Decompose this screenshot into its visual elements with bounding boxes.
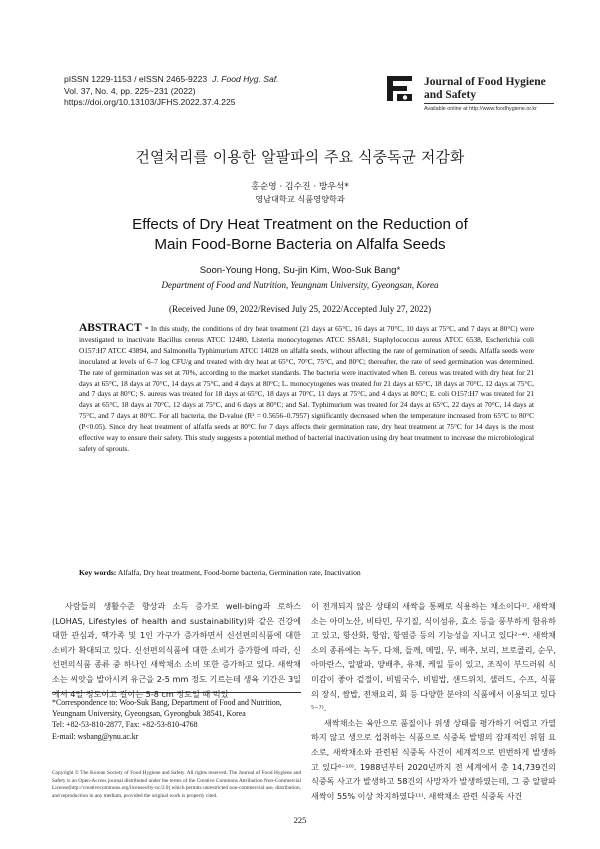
copyright-notice: Copyright © The Korean Society of Food Hygiene and Safety. All rights reserved. The Journal of Food Hygiene and Safety is an Open-Access journal distributed under the terms of the Creative Commons Attribution Non-Commercial License(http://creativecommons.org/licenses/by-nc/3.0) which permits unrestricted non-commercial use, distribution, and reproduction in any medium, provided the original work is properly cited. — [52, 770, 301, 799]
body-right-column — [311, 599, 556, 803]
body-paragraph: 이 전개되지 않은 상태의 새싹을 통째로 식용하는 채소이다¹⁾. 새싹채소는 아미노산, 비타민, 무기질, 식이섬유, 효소 등을 풍부하게 함유하고 있고, 항산화, 항암, 항염증 등의 기능성을 지니고 있다²⁻⁴⁾. 새싹채소의 종류에는 녹두, 다채, 들깨, 메밀, 무, 배추, 보리, 브로콜리, 순무, 아마란스, 알팔파, 양배추, 유채, 케일 등이 있고, 조직이 부드러워 식미감이 좋아 겉절이, 비빔국수, 비빔밥, 샌드위치, 샐러드, 수프, 식품의 장식, 쌈밥, 전채요리, 회 등 다양한 분야의 식품에서 이용되고 있다⁵⁻⁷⁾. — [311, 601, 556, 714]
correspondence-email[interactable]: E-mail: wsbang@ynu.ac.kr — [52, 731, 139, 741]
title-english — [0, 215, 600, 255]
keywords-label: Key words: — [79, 568, 117, 577]
journal-name-line2: and Safety — [424, 89, 477, 101]
issn-line — [64, 74, 279, 86]
body-paragraph: 사람들의 생활수준 향상과 소득 증가로 well-bing과 로하스(LOHAS, Lifestyles of health and sustainability)와 같은 건강에 대한 관심과, 핵가족 및 1인 가구가 증가하면서 신선편의식품에 대한 소비가 확대되고 있다. 신선편의식품에 대한 소비가 증가함에 따라, 신선편의식품 종류 중 하나인 새싹채소 소비 또한 증가하고 있다. 새싹채소는 씨앗을 발아시켜 유근을 2-5 mm 정도 기르는데 생육 기간은 3일에서 4일 정도이고 길이는 5-8 cm 정도일 때 먹있 — [52, 601, 301, 699]
journal-name-line1: Journal of Food Hygiene — [424, 76, 546, 88]
title-korean: 건열처리를 이용한 알팔파의 주요 식중독균 저감화 — [135, 149, 465, 166]
journal-abbrev: J. Food Hyg. Saf. — [212, 74, 279, 84]
affiliation-korean: 영남대학교 식품영양학과 — [255, 194, 345, 204]
journal-citation-header — [64, 74, 279, 109]
title-english-line2: Main Food-Borne Bacteria on Alfalfa Seeds — [154, 236, 446, 253]
abstract-label: ABSTRACT - — [79, 322, 149, 334]
doi-link[interactable]: https://doi.org/10.13103/JFHS.2022.37.4.225 — [64, 97, 236, 107]
authors-korean: 홍순영 · 김수진 · 방우석* — [251, 182, 349, 192]
journal-logo-icon — [383, 72, 416, 105]
issn-text: pISSN 1229-1153 / eISSN 2465-9223 — [64, 74, 208, 84]
title-english-line1: Effects of Dry Heat Treatment on the Reduction of — [132, 216, 468, 233]
journal-divider — [424, 103, 554, 104]
body-left-column — [52, 599, 301, 701]
keywords-text: Alfalfa, Dry heat treatment, Food-borne bacteria, Germination rate, Inactivation — [117, 568, 361, 577]
body-paragraph: 새싹채소는 육안으로 품질이나 위생 상태를 평가하기 어렵고 가열하지 않고 생으로 섭취하는 식품으로 식중독 발병의 잠재적인 위험 요소로, 새싹채소와 관련된 식중독 사건이 세계적으로 빈번하게 발생하고 있다⁸⁻¹⁰⁾. 1988년부터 2020년까지 전 세계에서 총 14,739건의 식중독 사고가 발생하고 58건의 사망자가 발생하였는데, 그 중 알팔파 새싹이 55% 이상 차지하였다¹¹⁾. 새싹채소 관련 식중독 사건 — [311, 717, 556, 801]
correspondence-address: *Correspondence to: Woo-Suk Bang, Department of Food and Nutrition, Yeungnam University, Gyeongsan, Gyeongbuk 38541, Korea — [52, 698, 282, 719]
affiliation-english: Department of Food and Nutrition, Yeungnam University, Gyeongsan, Korea — [161, 280, 439, 290]
keywords — [79, 568, 534, 577]
correspondence-phone: Tel: +82-53-810-2877, Fax: +82-53-810-4768 — [52, 720, 198, 730]
abstract-text: In this study, the conditions of dry heat treatment (21 days at 65°C, 16 days at 70°C, 10 days at 75°C, and 7 days at 80°C) were investigated to inactivate Bacillus cereus ATCC 12480, Listeria monocytogenes ATCC SSA81, Staphylococcus aureus ATCC 6538, Escherichia coli O157:H7 ATCC 43894, and Salmonella Typhimurium ATCC 14028 on alfalfa seeds, without affecting the rate of germination of seeds. Alfalfa seeds were inoculated at levels of 6–7 log CFU/g and treated with dry heat at 65°C, 70°C, 75°C, and 80°C; thereafter, the rate of seed germination was determined. The rate of germination was set at 70%, according to the market standards. The bacteria were inactivated when B. cereus was treated with dry heat for 21 days at 65°C, 18 days at 70°C, 14 days at 75°C, and 4 days at 80°C; L. monocytogenes was treated for 21 days at 65°C, 18 days at 70°C, 12 days at 75°C, and 7 days at 80°C; S. aureus was treated for 18 days at 65°C, 18 days at 70°C, 11 days at 75°C, and 4 days at 80°C; E. coli O157:H7 was treated for 21 days at 65°C, 18 days at 70°C, 12 days at 75°C, and 6 days at 80°C; and Sal. Typhimurium was treated for 24 days at 65°C, 22 days at 70°C, 14 days at 75°C, and 7 days at 80°C. For all bacteria, the D-value (R² = 0.5656–0.7957) significantly decreased when the temperature increased from 65°C to 80°C (P<0.05). Since dry heat treatment of alfalfa seeds at 80°C for 7 days affects their germination rate, dry heat treatment at 75°C for 14 days is the most effective way to ensure their safety. This study suggests a potential method of bacterial inactivation using dry heat treatment to increase the microbiological safety of sprouts. — [79, 324, 534, 453]
journal-name — [424, 76, 546, 102]
page-number: 225 — [293, 815, 307, 825]
correspondence-footnote — [52, 697, 301, 742]
volume-line: Vol. 37, No. 4, pp. 225~231 (2022) — [64, 85, 196, 96]
abstract — [79, 323, 534, 455]
available-online-link[interactable]: Available online at http://www.foodhygiene.or.kr — [424, 106, 537, 112]
received-dates: (Received June 09, 2022/Revised July 25, 2022/Accepted July 27, 2022) — [169, 304, 431, 314]
footnote-divider — [52, 692, 301, 693]
authors-english: Soon-Young Hong, Su-jin Kim, Woo-Suk Bang* — [199, 265, 401, 276]
